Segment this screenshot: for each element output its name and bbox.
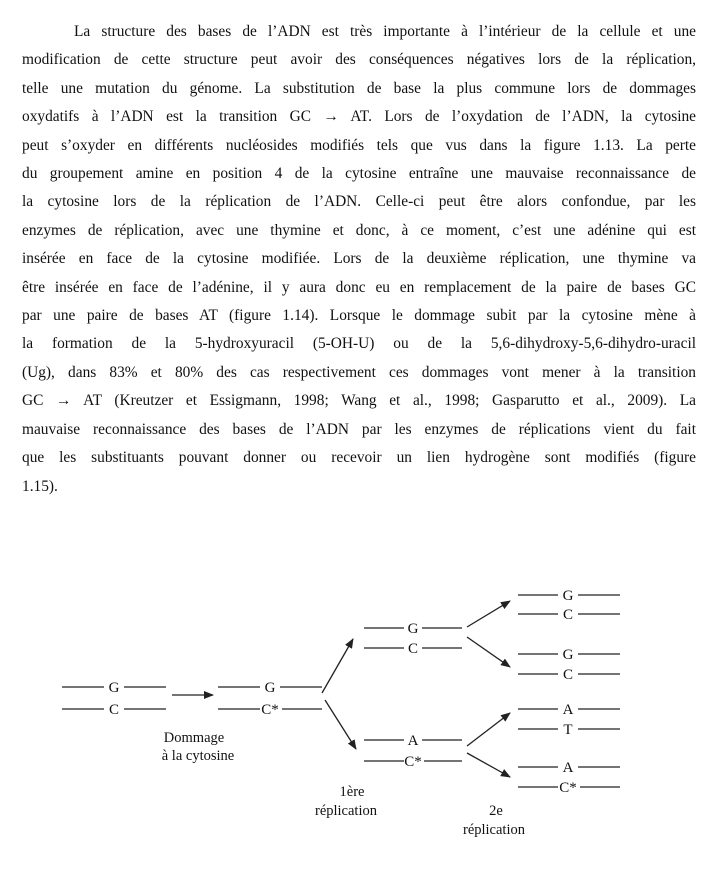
text-line: oxydatifs à l’ADN est la transition GC → AT. Lors de l’oxydation de l’ADN, la cytosine bbox=[22, 108, 696, 126]
text-line: enzymes de réplication, avec une thymine et donc, à ce moment, c’est une adénine qui est bbox=[22, 221, 696, 239]
branch-arrow bbox=[325, 700, 356, 749]
text-line: telle une mutation du génome. La substitution de base la plus commune lors de dommages bbox=[22, 79, 696, 97]
text-line: du groupement amine en position 4 de la cytosine entraîne une mauvaise reconnaissance de bbox=[22, 165, 696, 183]
text-line: (Ug), dans 83% et 80% des cas respectivement ces dommages vont mener à la transition bbox=[22, 363, 696, 381]
branch-arrow bbox=[322, 639, 353, 693]
text-line: modification de cette structure peut avoir des conséquences négatives lors de la réplication, bbox=[22, 51, 696, 69]
rep1-lower-pair bbox=[364, 733, 462, 770]
replication-diagram bbox=[0, 575, 707, 875]
base-label: T bbox=[563, 722, 573, 738]
body-paragraph bbox=[22, 18, 696, 501]
text-line: La structure des bases de l’ADN est très importante à l’intérieur de la cellule et une bbox=[74, 23, 696, 40]
initial-pair bbox=[62, 680, 166, 718]
base-label: G bbox=[562, 647, 574, 663]
base-label: A bbox=[562, 760, 574, 776]
branch-arrow bbox=[467, 753, 510, 777]
branch-arrow bbox=[467, 601, 510, 627]
base-label: G bbox=[407, 621, 419, 637]
branch-arrow bbox=[467, 637, 510, 667]
branch-arrow bbox=[467, 713, 510, 746]
base-label: C bbox=[562, 607, 574, 623]
rep2-pair-c bbox=[518, 702, 620, 738]
rep2-pair-a bbox=[518, 588, 620, 623]
base-label: C* bbox=[559, 780, 577, 796]
text-line: GC → AT (Kreutzer et Essigmann, 1998; Wang et al., 1998; Gasparutto et al., 2009). La bbox=[22, 392, 696, 410]
text-line: peut s’oxyder en différents nucléosides modifiés tels que vus dans la figure 1.13. La perte bbox=[22, 136, 696, 154]
text-line: par une paire de bases AT (figure 1.14). Lorsque le dommage subit par la cytosine mène à bbox=[22, 307, 696, 325]
text-line: la formation de la 5-hydroxyuracil (5-OH-U) ou de la 5,6-dihydroxy-5,6-dihydro-uracil bbox=[22, 335, 696, 353]
damaged-pair bbox=[218, 680, 322, 718]
damage-label: à la cytosine bbox=[161, 748, 235, 764]
text-line: que les substituants pouvant donner ou recevoir un lien hydrogène sont modifiés (figure bbox=[22, 449, 696, 467]
rep1-upper-pair bbox=[364, 621, 462, 657]
base-label: G bbox=[108, 680, 120, 696]
text-line: la cytosine lors de la réplication de l’ADN. Celle-ci peut être alors confondue, par les bbox=[22, 193, 696, 211]
base-label: A bbox=[562, 702, 574, 718]
base-label: C bbox=[108, 702, 120, 718]
base-label: C* bbox=[261, 702, 279, 718]
rep2-label: réplication bbox=[462, 822, 526, 838]
base-label: C bbox=[407, 641, 419, 657]
damage-label: Dommage bbox=[163, 730, 225, 746]
text-line: être insérée en face de l’adénine, il y aura donc eu en remplacement de la paire de bases GC bbox=[22, 278, 696, 296]
rep1-label: réplication bbox=[314, 803, 378, 819]
text-line: insérée en face de la cytosine modifiée. Lors de la deuxième réplication, une thymine va bbox=[22, 250, 696, 268]
rep2-pair-b bbox=[518, 647, 620, 683]
base-label: C* bbox=[404, 754, 422, 770]
base-label: C bbox=[562, 667, 574, 683]
base-label: G bbox=[562, 588, 574, 604]
rep1-label: 1ère bbox=[339, 784, 365, 800]
rep2-label: 2e bbox=[489, 803, 503, 819]
rep2-pair-d bbox=[518, 760, 620, 796]
text-line: mauvaise reconnaissance des bases de l’ADN par les enzymes de réplications vient du fait bbox=[22, 420, 696, 438]
base-label: A bbox=[407, 733, 419, 749]
base-label: G bbox=[264, 680, 276, 696]
text-line: 1.15). bbox=[22, 477, 58, 495]
